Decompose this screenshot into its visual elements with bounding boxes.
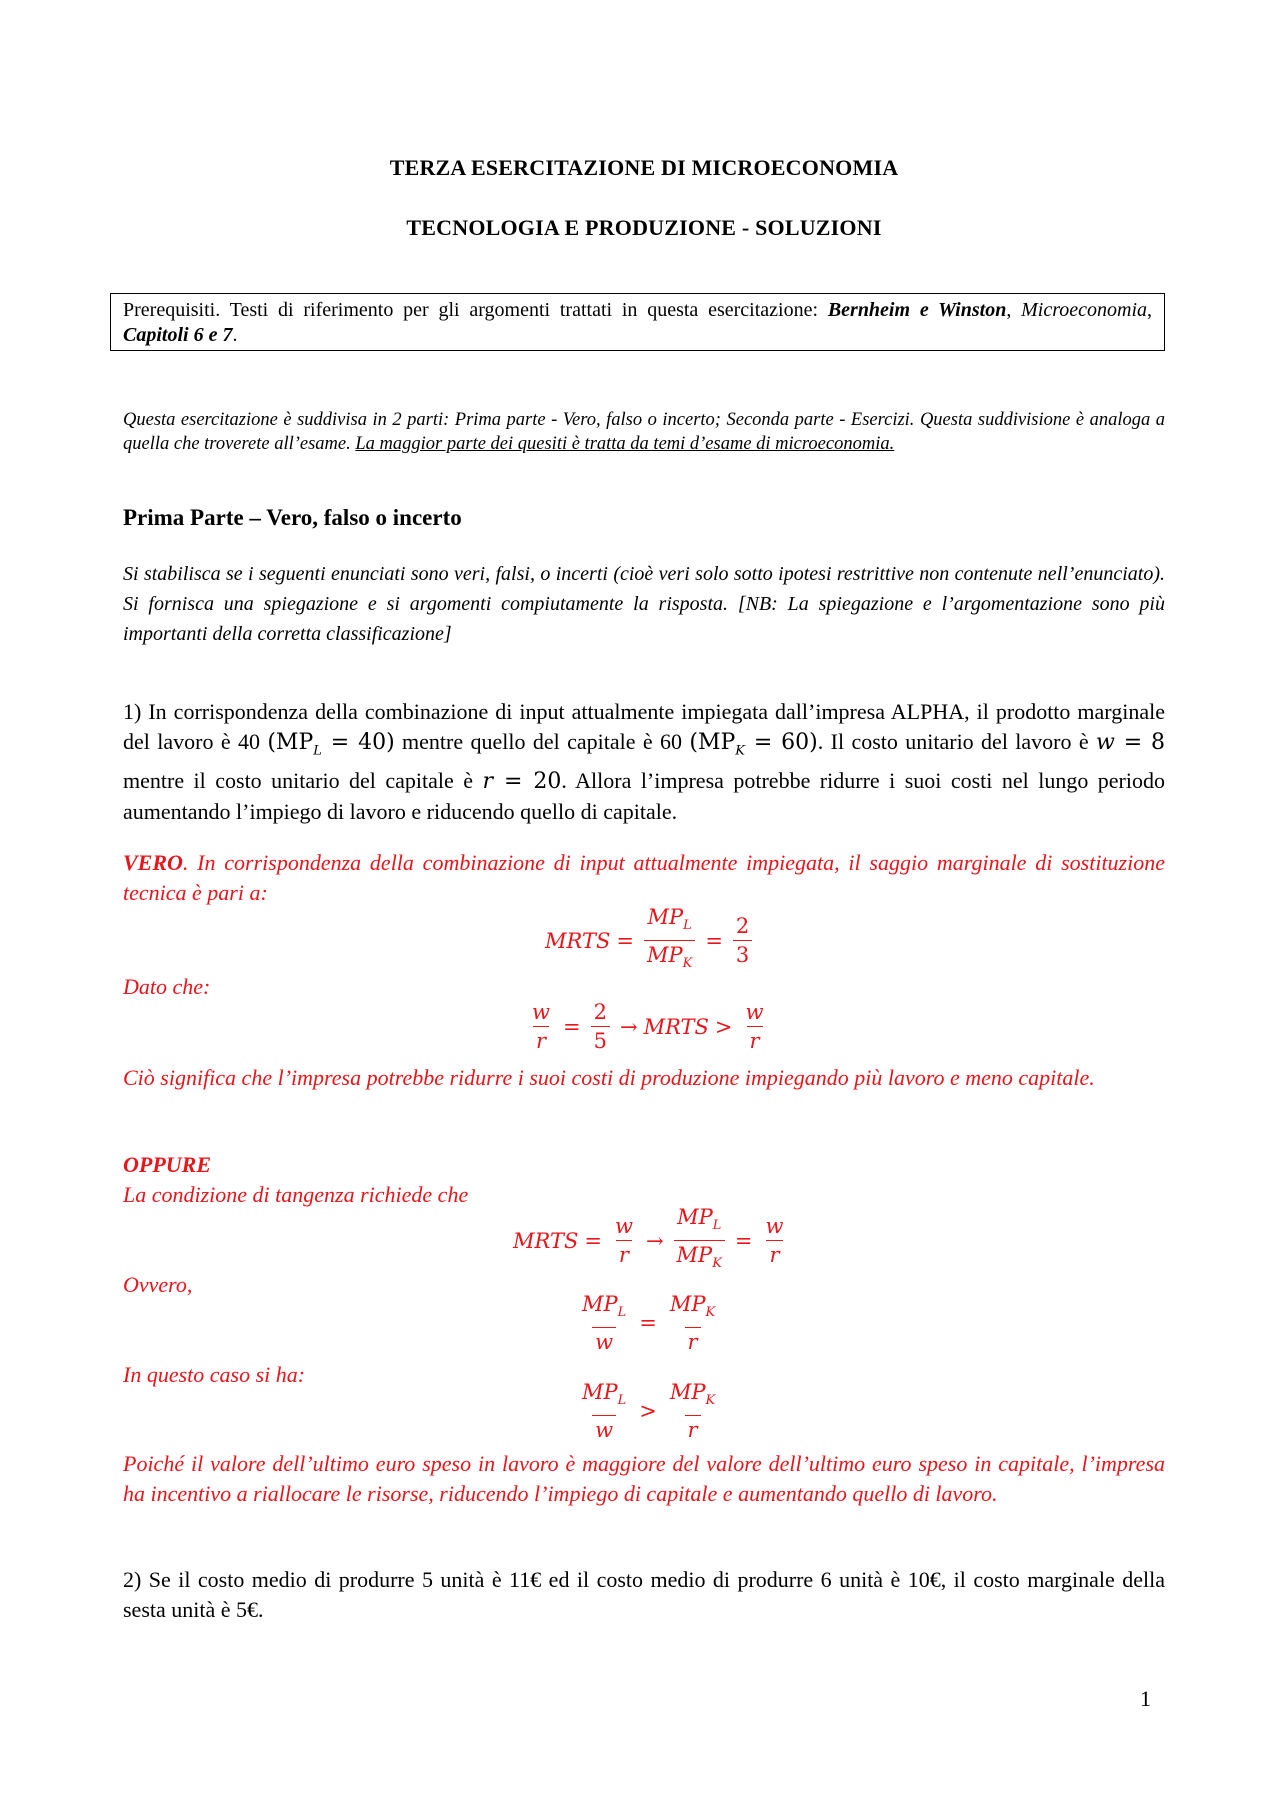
answer-dato: Dato che:: [123, 974, 211, 999]
fraction-2-3: [733, 914, 752, 967]
math-r: r: [616, 1240, 632, 1267]
math-eq: =: [639, 1311, 657, 1336]
math-gt: >: [714, 1014, 733, 1039]
math-gt: >: [639, 1399, 657, 1424]
math-r: r: [533, 1026, 549, 1053]
q1-math: = 60): [745, 730, 818, 755]
math-r: r: [685, 1327, 701, 1354]
equation-mrts: [545, 905, 756, 976]
answer-ovvero: Ovvero,: [123, 1272, 193, 1297]
fraction-mpl-mpk: [674, 1205, 725, 1276]
math-eq: =: [584, 1228, 602, 1253]
fraction-w-r: [612, 1214, 636, 1267]
math-eq: =: [562, 1014, 581, 1039]
prereq-sep: ,: [1147, 299, 1153, 321]
math-w: w: [592, 1327, 616, 1354]
equation-tangency: [513, 1205, 791, 1276]
math-eq: =: [734, 1228, 753, 1253]
math-r: r: [685, 1415, 701, 1442]
q1-math: (MP: [267, 730, 314, 755]
math-den: 5: [591, 1026, 610, 1053]
q1-math: w: [1096, 730, 1115, 755]
math-mp: MP: [669, 1292, 706, 1316]
intro-underlined: La maggior parte dei quesiti è tratta da temi d’esame di microeconomia.: [355, 434, 895, 454]
document-title: TERZA ESERCITAZIONE DI MICROECONOMIA: [389, 155, 899, 180]
math-r: r: [766, 1240, 782, 1267]
math-sub: L: [683, 918, 692, 934]
answer-oppure: [123, 1150, 1165, 1180]
math-mp: MP: [669, 1380, 706, 1404]
oppure-label: OPPURE: [123, 1152, 211, 1177]
answer-caso: In questo caso si ha:: [123, 1362, 306, 1387]
q1-math-sub: L: [313, 743, 322, 759]
equation-equal: [575, 1292, 722, 1354]
math-den: 3: [733, 940, 752, 967]
math-mrts: MRTS: [643, 1014, 709, 1039]
math-sub: L: [617, 1305, 627, 1321]
math-arrow: →: [645, 1228, 664, 1253]
section-title: Prima Parte – Vero, falso o incerto: [123, 505, 462, 530]
q1-text: . Allora l’impresa potrebbe ridurre i suoi costi nel lungo periodo aumentando l’impiego di lavoro e riducendo quello di capitale.: [123, 768, 1165, 825]
question-1: [123, 697, 1165, 827]
fraction-mpk-r: [667, 1380, 718, 1442]
prereq-authors: Bernheim e Winston: [827, 299, 1007, 321]
intro-paragraph: [123, 408, 1165, 456]
math-mp: MP: [646, 943, 683, 968]
prereq-end: .: [232, 324, 238, 346]
math-w: w: [614, 1214, 633, 1239]
answer-verdict: VERO: [123, 850, 183, 875]
math-sub: K: [682, 956, 693, 972]
answer-tangency: La condizione di tangenza richiede che: [123, 1182, 469, 1207]
document-subtitle: TECNOLOGIA E PRODUZIONE - SOLUZIONI: [406, 215, 882, 240]
math-mp: MP: [676, 1243, 713, 1268]
page-number: 1: [1140, 1686, 1151, 1711]
math-w: w: [592, 1415, 616, 1442]
prereq-book: Microeconomia: [1021, 299, 1148, 321]
fraction-mpl-w: [579, 1292, 629, 1354]
intro-text: Questa esercitazione è suddivisa in 2 parti: Prima parte - Vero, falso o incerto; Seconda parte - Esercizi. Questa suddivisione è analoga a quella che troverete all’esame.: [123, 410, 1165, 454]
q1-text: mentre il costo unitario del capitale è: [123, 768, 483, 794]
math-mp: MP: [582, 1292, 618, 1316]
math-sub: L: [617, 1393, 627, 1409]
math-r: r: [747, 1026, 763, 1053]
q1-text: . Il costo unitario del lavoro è: [817, 729, 1097, 754]
fraction-mpl-w: [579, 1380, 629, 1442]
fraction-2-5: [591, 1000, 610, 1053]
q1-math: r: [482, 769, 494, 795]
math-eq: =: [705, 928, 723, 953]
prereq-text: Prerequisiti. Testi di riferimento per gli argomenti trattati in questa esercitazione:: [123, 299, 828, 321]
math-eq: =: [616, 928, 634, 953]
fraction-w-r: [763, 1214, 787, 1267]
fraction-mpk-r: [667, 1292, 718, 1354]
math-mp: MP: [582, 1380, 618, 1404]
math-w: w: [532, 1000, 550, 1024]
fraction-w-r: [743, 1000, 767, 1053]
q1-math: = 8: [1114, 730, 1166, 755]
math-num: 2: [735, 914, 750, 939]
answer-text: . In corrispondenza della combinazione di input attualmente impiegata, il saggio marginale di sostituzione tecnica è pari a:: [123, 850, 1165, 905]
q1-text: mentre quello del capitale è 60: [394, 729, 690, 754]
prereq-sep: ,: [1006, 299, 1022, 321]
q1-math: = 40): [321, 730, 395, 755]
prereq-chapters: Capitoli 6 e 7: [123, 324, 233, 346]
q1-text: 1) In corrispondenza della combinazione di input attualmente impiegata dall’impresa ALPHA, il prodotto marginale del lavoro è 40: [123, 699, 1165, 754]
instructions: Si stabilisca se i seguenti enunciati sono veri, falsi, o incerti (cioè veri solo sotto ipotesi restrittive non contenute nell’enunciato). Si fornisca una spiegazione e si argomenti compiutamente la risposta. [NB: La spiegazione e l’argomentazione sono più importanti della corretta classificazione]: [123, 563, 1165, 645]
answer-final: Poiché il valore dell’ultimo euro speso in lavoro è maggiore del valore dell’ultimo euro speso in capitale, l’impresa ha incentivo a riallocare le risorse, riducendo l’impiego di capitale e aumentando quello di lavoro.: [123, 1451, 1165, 1506]
math-sub: K: [712, 1256, 722, 1272]
math-sub: L: [712, 1218, 722, 1234]
answer-1-intro: [123, 848, 1165, 908]
math-mp: MP: [677, 1205, 713, 1229]
fraction-w-r: [529, 1000, 553, 1053]
q1-math: = 20: [493, 769, 562, 795]
fraction-mpl-mpk: [644, 905, 695, 976]
equation-ratio: [525, 1000, 771, 1053]
math-sub: K: [705, 1305, 716, 1321]
prerequisites-box: [110, 293, 1165, 351]
math-w: w: [745, 1000, 764, 1024]
math-mp: MP: [647, 905, 684, 929]
math-arrow: →: [619, 1014, 638, 1039]
question-2: 2) Se il costo medio di produrre 5 unità è 11€ ed il costo medio di produrre 6 unità è 10€, il costo marginale della sesta unità è 5€.: [123, 1567, 1165, 1622]
answer-conclusion: Ciò significa che l’impresa potrebbe ridurre i suoi costi di produzione impiegando più lavoro e meno capitale.: [123, 1065, 1095, 1090]
q1-math: (MP: [689, 730, 736, 755]
q1-math-sub: K: [735, 743, 746, 759]
math-mrts: MRTS: [513, 1228, 579, 1253]
math-sub: K: [705, 1393, 716, 1409]
math-num: 2: [593, 1000, 607, 1024]
math-mrts: MRTS: [545, 928, 611, 953]
equation-greater: [575, 1380, 722, 1442]
math-w: w: [765, 1214, 784, 1239]
